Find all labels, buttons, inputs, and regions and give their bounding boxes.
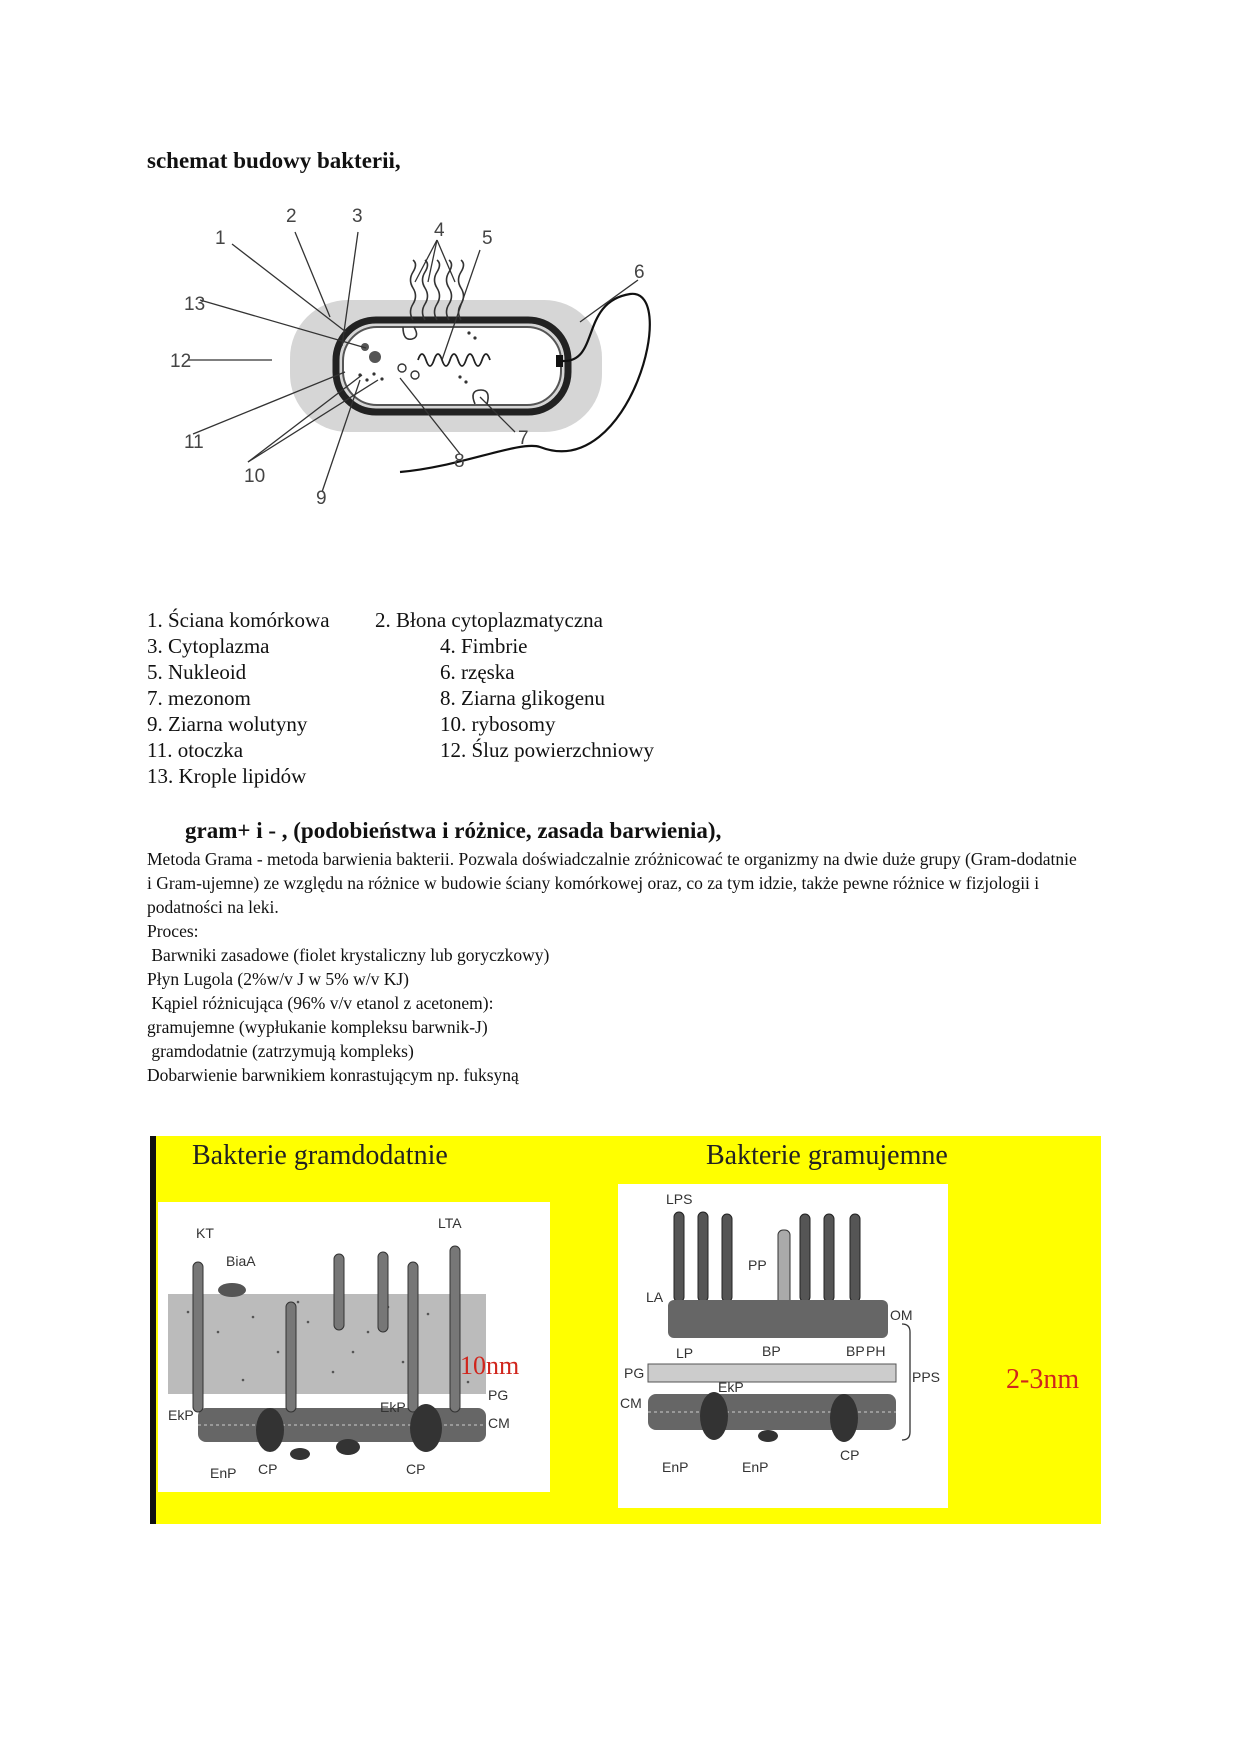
gram-negative-diagram [618, 1184, 948, 1508]
diagram-number: 4 [434, 220, 445, 241]
diagram-number: 9 [316, 488, 327, 509]
process-step: gramujemne (wypłukanie kompleksu barwnik-J) [147, 1017, 488, 1037]
process-step: Dobarwienie barwnikiem konrastującym np. fuksyną [147, 1065, 519, 1085]
legend-row: 5. Nukleoid 6. rzęska [147, 660, 515, 684]
legend-row: 13. Krople lipidów [147, 764, 307, 788]
diagram-number: 7 [518, 428, 529, 449]
label-lp: LP [676, 1345, 694, 1361]
label-pg-neg: PG [624, 1365, 645, 1381]
label-biaa: BiaA [226, 1253, 256, 1269]
label-cp-neg: CP [840, 1447, 860, 1463]
label-cm-neg: CM [620, 1395, 642, 1411]
outer-membrane [668, 1300, 888, 1338]
diagram-number: 2 [286, 206, 297, 227]
process-step: Płyn Lugola (2%w/v J w 5% w/v KJ) [147, 969, 409, 989]
diagram-legend [147, 607, 707, 789]
label-pps: PPS [912, 1369, 941, 1385]
diagram-number: 1 [215, 228, 226, 249]
label-enp-neg-2: EnP [742, 1459, 769, 1475]
label-ekp-2: EkP [380, 1399, 406, 1415]
process-step: Kąpiel różnicująca (96% v/v etanol z acetonem): [147, 993, 494, 1013]
gram-positive-diagram [158, 1202, 550, 1492]
legend-row: 1. Ściana komórkowa 2. Błona cytoplazmatyczna [147, 608, 603, 632]
label-enp: EnP [210, 1465, 237, 1481]
label-bp-2: BP [846, 1343, 865, 1359]
diagram-number: 6 [634, 262, 645, 283]
label-ekp-neg: EkP [718, 1379, 744, 1395]
gram-negative-title: Bakterie gramujemne [706, 1140, 948, 1171]
label-cm: CM [488, 1415, 510, 1431]
label-la: LA [646, 1289, 664, 1305]
diagram-number: 12 [170, 351, 192, 372]
label-cp: CP [258, 1461, 278, 1477]
legend-row: 9. Ziarna wolutyny 10. rybosomy [147, 712, 556, 736]
basal-body [556, 355, 563, 367]
legend-row: 11. otoczka 12. Śluz powierzchniowy [147, 738, 655, 762]
diagram-number: 11 [184, 432, 204, 453]
diagram-number: 5 [482, 228, 493, 249]
thickness-gram-negative: 2-3nm [1006, 1364, 1080, 1395]
lipid-droplet [369, 351, 381, 363]
label-pg: PG [488, 1387, 509, 1403]
label-lta: LTA [438, 1215, 462, 1231]
diagram-number: 10 [244, 466, 266, 487]
intro-paragraph: Metoda Grama - metoda barwienia bakterii. Pozwala doświadczalnie zróżnicować te organizmy na dwie duże grupy (Gram-dodatnie i Gram-ujemne) ze względu na różnice w budowie ściany komórkowej oraz, co za tym idzie, także pewne różnice w fizjologii i podatności na leki. [147, 849, 1077, 917]
peptidoglycan-layer-thin [648, 1364, 896, 1382]
gram-comparison-figure [150, 1136, 1101, 1524]
bacterium-diagram [160, 206, 740, 572]
label-ph: PH [866, 1343, 886, 1359]
legend-row: 3. Cytoplazma 4. Fimbrie [147, 634, 528, 658]
label-enp-neg: EnP [662, 1459, 689, 1475]
peptidoglycan-layer [168, 1294, 486, 1394]
gram-positive-title: Bakterie gramdodatnie [192, 1140, 448, 1171]
thickness-gram-positive: 10nm [460, 1351, 520, 1380]
label-pp: PP [748, 1257, 767, 1273]
label-bp: BP [762, 1343, 781, 1359]
label-cp-2: CP [406, 1461, 426, 1477]
diagram-number: 3 [352, 206, 363, 227]
diagram-number: 8 [454, 451, 465, 472]
label-ekp: EkP [168, 1407, 194, 1423]
process-step: gramdodatnie (zatrzymują kompleks) [147, 1041, 414, 1061]
process-step: Barwniki zasadowe (fiolet krystaliczny lub goryczkowy) [147, 945, 550, 965]
process-title: Proces: [147, 921, 199, 941]
label-lps: LPS [666, 1191, 693, 1207]
label-kt: KT [196, 1225, 214, 1241]
protein-biaa [218, 1283, 246, 1297]
section-heading-structure: schemat budowy bakterii, [147, 148, 401, 173]
legend-row: 7. mezonom 8. Ziarna glikogenu [147, 686, 606, 710]
section-heading-gram: gram+ i - , (podobieństwa i różnice, zasada barwienia), [185, 818, 722, 843]
diagram-number: 13 [184, 294, 206, 315]
label-om: OM [890, 1307, 913, 1323]
cell-membrane [343, 327, 561, 405]
